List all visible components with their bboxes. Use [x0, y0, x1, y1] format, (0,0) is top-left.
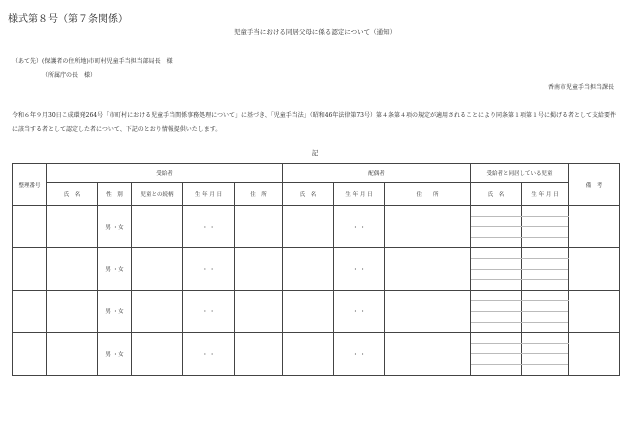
- biko-cell: [569, 248, 620, 290]
- info-table: [12, 163, 620, 376]
- c-name-cell: [471, 311, 522, 322]
- relation-cell: [132, 333, 183, 375]
- name-cell: [47, 290, 98, 332]
- c-birth-cell: [522, 206, 569, 217]
- sub-name: 氏 名: [47, 183, 98, 206]
- c-birth-cell: [522, 301, 569, 312]
- sex-cell: 男 ・女: [98, 290, 132, 332]
- header-haigu: 配偶者: [283, 164, 471, 183]
- header-row: [13, 164, 620, 183]
- c-name-cell: [471, 322, 522, 333]
- address-cell: [235, 333, 283, 375]
- relation-cell: [132, 206, 183, 248]
- body-paragraph: 令和６年９月30日こ成環発264号「市町村における児童手当関係事務処理について」に基づき、「児童手当法」（昭和46年法律第73号）第４条第４項の規定が適用されることにより同条第１項第１号に掲げる者として支給要件に該当する者として認定した者について、下記のとおり情報提供いたします。: [12, 112, 617, 133]
- c-birth-cell: [522, 290, 569, 301]
- h-birth-cell: ・ ・: [334, 206, 385, 248]
- c-birth-cell: [522, 258, 569, 269]
- document-title: 児童手当における同居父母に係る認定について（通知）: [233, 28, 397, 36]
- sub-h-address: 住 所: [385, 183, 471, 206]
- c-birth-cell: [522, 311, 569, 322]
- h-birth-cell: ・ ・: [334, 290, 385, 332]
- c-birth-cell: [522, 269, 569, 280]
- biko-cell: [569, 333, 620, 375]
- seiri-cell: [13, 333, 47, 375]
- birth-cell: ・ ・: [183, 248, 235, 290]
- c-birth-cell: [522, 322, 569, 333]
- c-name-cell: [471, 280, 522, 291]
- c-name-cell: [471, 290, 522, 301]
- c-name-cell: [471, 227, 522, 238]
- c-name-cell: [471, 206, 522, 217]
- c-name-cell: [471, 333, 522, 344]
- c-name-cell: [471, 237, 522, 248]
- c-name-cell: [471, 301, 522, 312]
- sex-cell: 男 ・女: [98, 333, 132, 375]
- table-row: [13, 248, 620, 259]
- seiri-cell: [13, 206, 47, 248]
- sex-cell: 男 ・女: [98, 206, 132, 248]
- address-cell: [235, 248, 283, 290]
- addressee-line: （あて先）(保護者の住所地)市町村児童手当担当部局長 様: [12, 58, 173, 65]
- seiri-cell: [13, 290, 47, 332]
- sub-h-name: 氏 名: [283, 183, 334, 206]
- subheader-row: [13, 183, 620, 206]
- sender-line: 香南市児童手当担当課長: [547, 84, 614, 91]
- h-name-cell: [283, 206, 334, 248]
- ki-heading: 記: [311, 149, 319, 157]
- c-birth-cell: [522, 280, 569, 291]
- birth-cell: ・ ・: [183, 206, 235, 248]
- c-name-cell: [471, 269, 522, 280]
- h-name-cell: [283, 333, 334, 375]
- c-birth-cell: [522, 333, 569, 344]
- h-birth-cell: ・ ・: [334, 248, 385, 290]
- c-birth-cell: [522, 216, 569, 227]
- table-row: [13, 290, 620, 301]
- h-address-cell: [385, 248, 471, 290]
- address-cell: [235, 206, 283, 248]
- sub-address: 住 所: [235, 183, 283, 206]
- biko-cell: [569, 206, 620, 248]
- birth-cell: ・ ・: [183, 290, 235, 332]
- c-birth-cell: [522, 237, 569, 248]
- header-jukyu: 受給者: [47, 164, 283, 183]
- address-cell: [235, 290, 283, 332]
- table-row: [13, 333, 620, 344]
- c-birth-cell: [522, 227, 569, 238]
- c-birth-cell: [522, 248, 569, 259]
- sub-birth: 生 年 月 日: [183, 183, 235, 206]
- h-name-cell: [283, 248, 334, 290]
- c-name-cell: [471, 343, 522, 354]
- sub-c-name: 氏 名: [471, 183, 522, 206]
- c-name-cell: [471, 354, 522, 365]
- biko-cell: [569, 290, 620, 332]
- header-jido: 受給者と同居している児童: [471, 164, 569, 183]
- form-number: 様式第８号（第７条関係）: [8, 14, 128, 25]
- c-name-cell: [471, 216, 522, 227]
- table-row: [13, 206, 620, 217]
- sub-relation: 児童との続柄: [132, 183, 183, 206]
- c-birth-cell: [522, 354, 569, 365]
- sex-cell: 男 ・女: [98, 248, 132, 290]
- c-birth-cell: [522, 364, 569, 375]
- c-name-cell: [471, 258, 522, 269]
- name-cell: [47, 206, 98, 248]
- h-address-cell: [385, 333, 471, 375]
- addressee-alt-line: （所属庁の長 様）: [42, 72, 97, 79]
- name-cell: [47, 333, 98, 375]
- h-name-cell: [283, 290, 334, 332]
- header-biko: 備 考: [569, 164, 620, 206]
- h-birth-cell: ・ ・: [334, 333, 385, 375]
- name-cell: [47, 248, 98, 290]
- sub-h-birth: 生 年 月 日: [334, 183, 385, 206]
- relation-cell: [132, 290, 183, 332]
- birth-cell: ・ ・: [183, 333, 235, 375]
- header-seiri: 整理番号: [13, 164, 47, 206]
- h-address-cell: [385, 290, 471, 332]
- sub-c-birth: 生 年 月 日: [522, 183, 569, 206]
- c-name-cell: [471, 364, 522, 375]
- relation-cell: [132, 248, 183, 290]
- c-birth-cell: [522, 343, 569, 354]
- seiri-cell: [13, 248, 47, 290]
- sub-sex: 性 別: [98, 183, 132, 206]
- h-address-cell: [385, 206, 471, 248]
- c-name-cell: [471, 248, 522, 259]
